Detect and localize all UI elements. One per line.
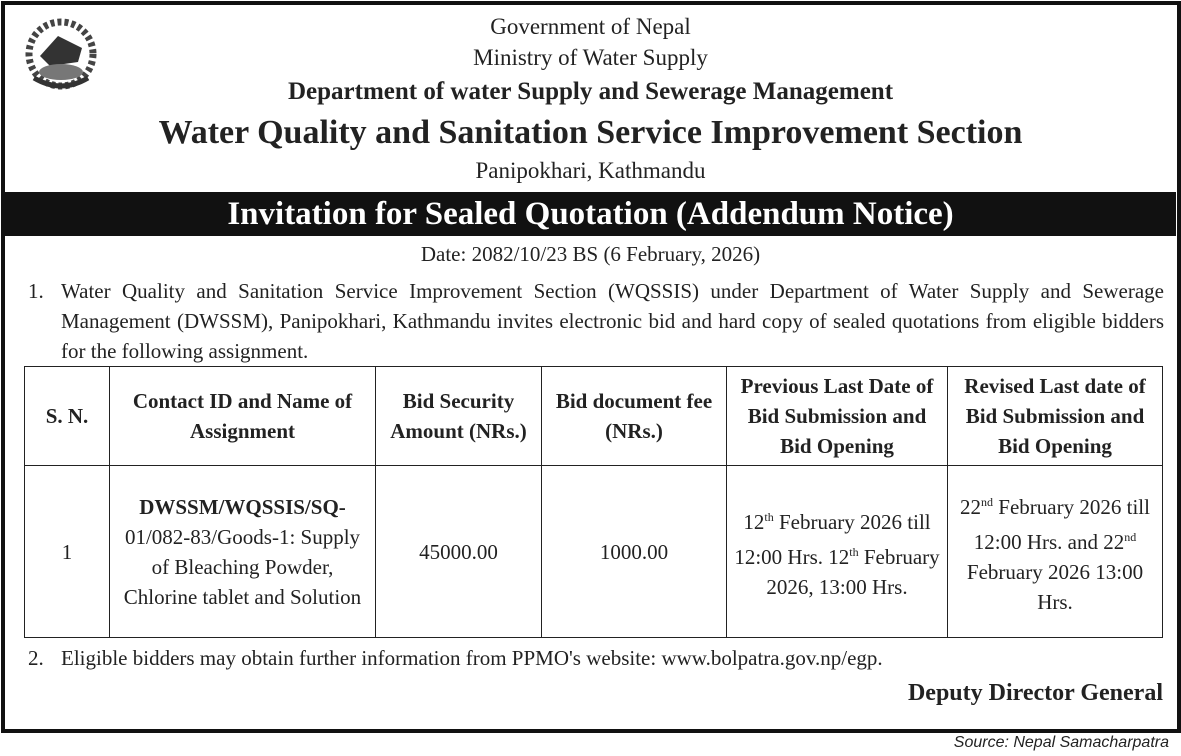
source-credit: Source: Nepal Samacharpatra: [953, 734, 1169, 751]
cell-sn: 1: [25, 466, 110, 638]
assignment-table: [24, 366, 1163, 638]
col-revised-date: Revised Last date of Bid Submission and Bid Opening: [948, 367, 1163, 466]
paragraph-text: Water Quality and Sanitation Service Improvement Section (WQSSIS) under Department of Water Supply and Sewerage Management (DWSSM), Panipokhari, Kathmandu invites electronic bid and hard copy of sealed quotations from eligible bidders for the following assignment.: [61, 279, 1164, 363]
section-title: Water Quality and Sanitation Service Improvement Section: [158, 114, 1023, 151]
cell-previous-date: [727, 466, 948, 638]
col-assignment: Contact ID and Name of Assignment: [110, 367, 376, 466]
signature: Deputy Director General: [907, 680, 1163, 706]
location: Panipokhari, Kathmandu: [475, 158, 706, 183]
ordinal: th: [849, 544, 859, 559]
cell-security: 45000.00: [376, 466, 542, 638]
col-previous-date: Previous Last Date of Bid Submission and Bid Opening: [727, 367, 948, 466]
paragraph-1: [28, 276, 1164, 366]
ordinal: nd: [1124, 529, 1137, 544]
paragraph-number: 2.: [28, 646, 44, 670]
ordinal: nd: [981, 494, 994, 509]
col-sn: S. N.: [25, 367, 110, 466]
paragraph-number: 1.: [28, 279, 44, 303]
cell-fee: 1000.00: [542, 466, 727, 638]
gov-title: Government of Nepal: [490, 14, 691, 39]
date-text: February 2026, 13:00 Hrs.: [766, 544, 940, 599]
ordinal: th: [764, 509, 774, 524]
notice-banner: Invitation for Sealed Quotation (Addendum Notice): [5, 192, 1176, 236]
date-text: February 2026 till 12:00 Hrs. 12: [734, 509, 931, 569]
assignment-name: 01/082-83/Goods-1: Supply of Bleaching Powder, Chlorine tablet and Solution: [123, 524, 362, 609]
date-text: 12: [743, 509, 765, 534]
department-title: Department of water Supply and Sewerage Management: [287, 78, 894, 105]
date-text: February 2026 till 12:00 Hrs. and 22: [973, 494, 1150, 554]
paragraph-text: Eligible bidders may obtain further information from PPMO's website: www.bolpatra.gov.np/egp.: [61, 646, 883, 670]
ministry-title: Ministry of Water Supply: [473, 45, 708, 70]
notice-date: Date: 2082/10/23 BS (6 February, 2026): [420, 242, 761, 266]
date-text: February 2026 13:00 Hrs.: [966, 559, 1144, 614]
table-row: [25, 466, 1163, 638]
contract-id: DWSSM/WQSSIS/SQ-: [139, 494, 346, 519]
date-text: 22: [960, 494, 982, 519]
col-security: Bid Security Amount (NRs.): [376, 367, 542, 466]
paragraph-2: [28, 643, 1164, 673]
cell-revised-date: [948, 466, 1163, 638]
table-header-row: [25, 367, 1163, 466]
cell-assignment: [110, 466, 376, 638]
col-fee: Bid document fee (NRs.): [542, 367, 727, 466]
